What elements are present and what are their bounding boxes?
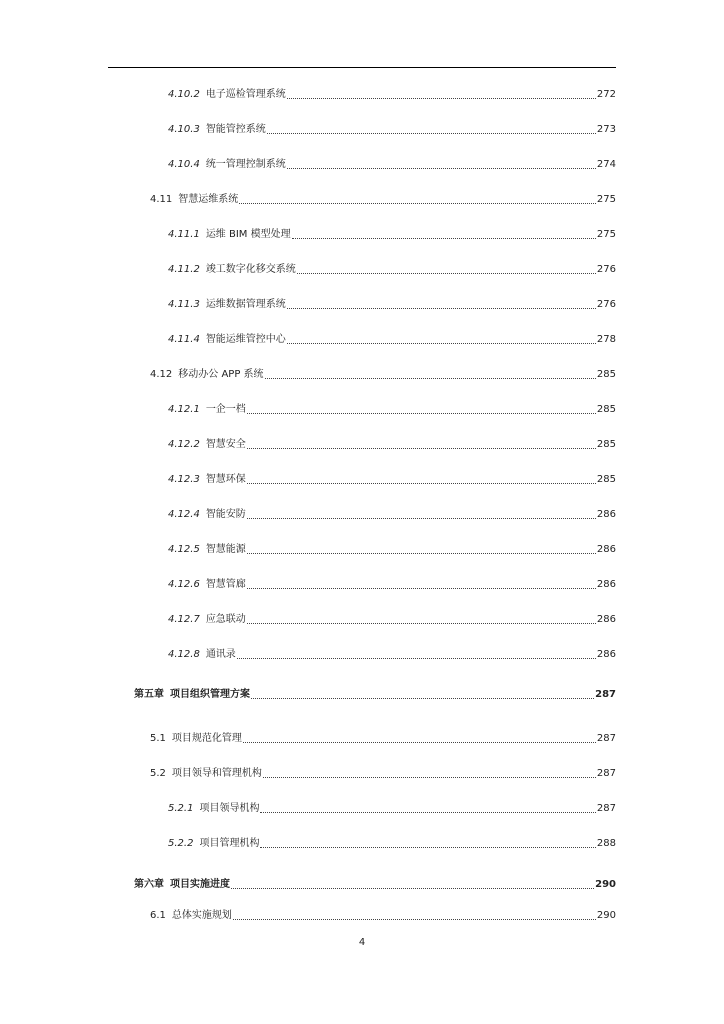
toc-entry-title: 运维 BIM 模型处理 [205, 229, 291, 240]
toc-entry-page: 290 [595, 879, 616, 890]
toc-entry-number: 4.12.1 [168, 404, 200, 415]
toc-entry-title: 智慧环保 [205, 474, 246, 485]
dot-leader [265, 378, 596, 379]
dot-leader [287, 343, 596, 344]
toc-entry-page: 290 [596, 910, 616, 921]
toc-chapter-entry[interactable] [134, 876, 616, 892]
toc-entry-number: 4.12.5 [168, 544, 200, 555]
toc-entry[interactable] [168, 541, 616, 557]
toc-entry[interactable] [168, 261, 616, 277]
dot-leader [247, 518, 596, 519]
toc-entry-title: 通讯录 [205, 649, 236, 660]
toc-entry[interactable] [168, 296, 616, 312]
toc-entry-title: 项目领导机构 [199, 803, 260, 814]
toc-entry-number: 4.11.3 [168, 299, 200, 310]
toc-entry-title: 运维数据管理系统 [205, 299, 286, 310]
toc-entry-title: 智慧能源 [205, 544, 246, 555]
dot-leader [287, 308, 596, 309]
dot-leader [247, 483, 596, 484]
toc-entry-page: 286 [596, 509, 616, 520]
toc-entry-page: 278 [596, 334, 616, 345]
toc-entry[interactable] [168, 226, 616, 242]
toc-entry[interactable] [150, 191, 616, 207]
toc-entry-title: 项目组织管理方案 [170, 689, 250, 700]
toc-entry-number: 4.11.1 [168, 229, 200, 240]
toc-entry-page: 286 [596, 579, 616, 590]
toc-entry-title: 总体实施规划 [171, 910, 232, 921]
toc-entry-page: 285 [596, 439, 616, 450]
toc-entry[interactable] [168, 471, 616, 487]
toc-entry-number: 4.10.4 [168, 159, 200, 170]
toc-entry[interactable] [168, 646, 616, 662]
toc-entry-page: 287 [595, 689, 616, 700]
dot-leader [243, 742, 596, 743]
toc-entry-page: 287 [596, 733, 616, 744]
toc-entry-page: 276 [596, 299, 616, 310]
toc-entry-number: 4.10.2 [168, 89, 200, 100]
toc-entry[interactable] [168, 401, 616, 417]
toc-entry-number: 4.12.4 [168, 509, 200, 520]
dot-leader [292, 238, 596, 239]
dot-leader [260, 847, 595, 848]
dot-leader [247, 448, 596, 449]
toc-entry[interactable] [168, 506, 616, 522]
toc-entry[interactable] [168, 576, 616, 592]
toc-entry-number: 4.11.4 [168, 334, 200, 345]
toc-entry-number: 4.10.3 [168, 124, 200, 135]
dot-leader [237, 658, 596, 659]
dot-leader [297, 273, 596, 274]
toc-entry-number: 4.12.8 [168, 649, 200, 660]
toc-entry-title: 应急联动 [205, 614, 246, 625]
dot-leader [233, 919, 596, 920]
toc-entry[interactable] [168, 86, 616, 102]
toc-entry-title: 智慧运维系统 [178, 194, 239, 205]
toc-entry[interactable] [168, 611, 616, 627]
toc-entry-number: 5.2.2 [168, 838, 194, 849]
dot-leader [247, 413, 596, 414]
dot-leader [239, 203, 596, 204]
dot-leader [260, 812, 595, 813]
toc-entry-page: 272 [596, 89, 616, 100]
toc-entry-number: 5.2 [150, 768, 166, 779]
toc-entry-title: 项目实施进度 [170, 879, 230, 890]
toc-entry-title: 智能安防 [205, 509, 246, 520]
toc-entry-page: 286 [596, 544, 616, 555]
dot-leader [247, 623, 596, 624]
toc-entry-page: 275 [596, 194, 616, 205]
toc-entry-page: 276 [596, 264, 616, 275]
toc-entry-number: 4.12.3 [168, 474, 200, 485]
toc-entry-title: 智能运维管控中心 [205, 334, 286, 345]
toc-entry-page: 285 [596, 474, 616, 485]
toc-entry-page: 285 [596, 404, 616, 415]
toc-entry-title: 智慧管廊 [205, 579, 246, 590]
toc-entry[interactable] [150, 765, 616, 781]
dot-leader [231, 888, 594, 889]
toc-entry[interactable] [168, 835, 616, 851]
toc-entry-number: 4.11.2 [168, 264, 200, 275]
toc-entry-page: 275 [596, 229, 616, 240]
toc-entry-title: 项目规范化管理 [171, 733, 242, 744]
toc-entry-number: 4.12.7 [168, 614, 200, 625]
dot-leader [263, 777, 596, 778]
toc-entry[interactable] [168, 121, 616, 137]
toc-entry-title: 电子巡检管理系统 [205, 89, 286, 100]
toc-entry[interactable] [168, 331, 616, 347]
dot-leader [287, 98, 596, 99]
page-number: 4 [358, 937, 366, 948]
toc-entry-page: 287 [596, 768, 616, 779]
toc-entry-number: 4.12.6 [168, 579, 200, 590]
toc-entry-number: 6.1 [150, 910, 166, 921]
dot-leader [251, 698, 594, 699]
toc-entry-title: 竣工数字化移交系统 [205, 264, 296, 275]
toc-entry-title: 智慧安全 [205, 439, 246, 450]
toc-entry-title: 统一管理控制系统 [205, 159, 286, 170]
toc-entry[interactable] [150, 730, 616, 746]
toc-entry[interactable] [150, 907, 616, 923]
toc-entry-title: 移动办公 APP 系统 [178, 369, 264, 380]
toc-entry-page: 286 [596, 649, 616, 660]
toc-entry-number: 4.12 [150, 369, 173, 380]
toc-entry-title: 项目领导和管理机构 [171, 768, 262, 779]
toc-entry-number: 4.11 [150, 194, 173, 205]
toc-entry[interactable] [150, 366, 616, 382]
toc-entry-number: 4.12.2 [168, 439, 200, 450]
toc-entry-title: 项目管理机构 [199, 838, 260, 849]
toc-entry-page: 273 [596, 124, 616, 135]
dot-leader [287, 168, 596, 169]
toc-chapter-entry[interactable] [134, 686, 616, 702]
toc-entry[interactable] [168, 156, 616, 172]
toc-entry[interactable] [168, 800, 616, 816]
toc-entry-title: 智能管控系统 [205, 124, 266, 135]
toc-entry-number: 第六章 [134, 879, 164, 890]
toc-entry-number: 5.1 [150, 733, 166, 744]
toc-entry-title: 一企一档 [205, 404, 246, 415]
toc-entry-page: 286 [596, 614, 616, 625]
dot-leader [267, 133, 596, 134]
dot-leader [247, 588, 596, 589]
dot-leader [247, 553, 596, 554]
toc-entry[interactable] [168, 436, 616, 452]
toc-entry-page: 287 [596, 803, 616, 814]
header-rule [108, 67, 616, 68]
toc-entry-page: 288 [596, 838, 616, 849]
toc-entry-page: 274 [596, 159, 616, 170]
toc-entry-number: 第五章 [134, 689, 164, 700]
toc-entry-number: 5.2.1 [168, 803, 194, 814]
toc-entry-page: 285 [596, 369, 616, 380]
